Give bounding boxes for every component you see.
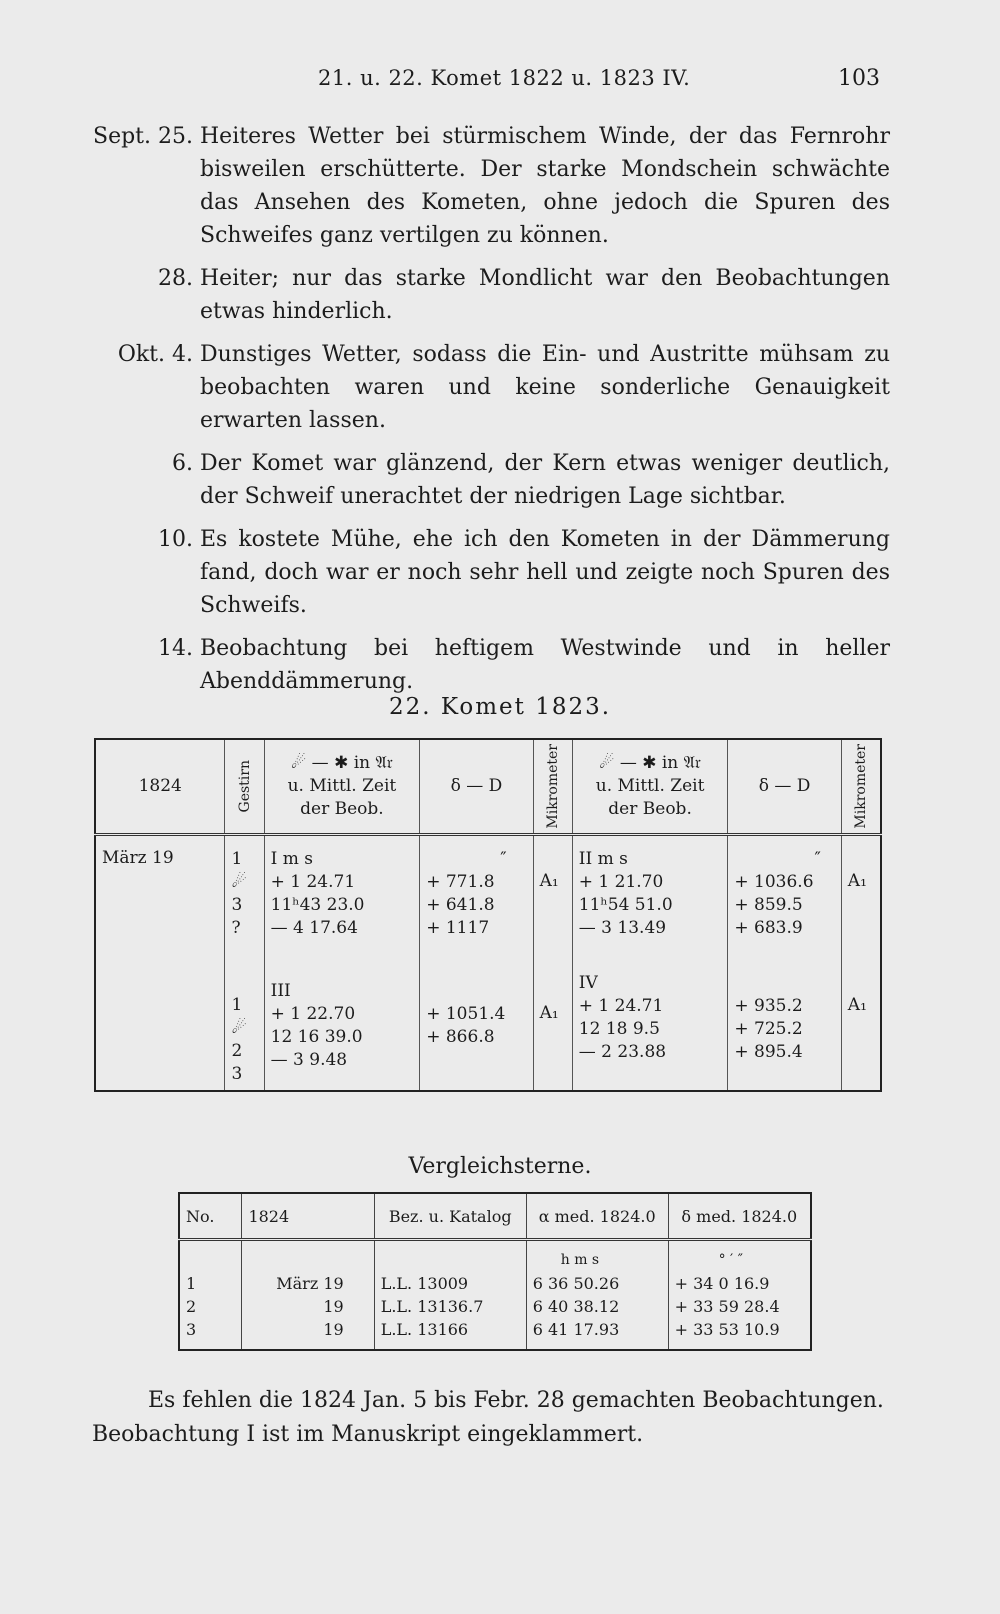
note-date: 28. (158, 266, 193, 291)
col-delta-left: δ — D (420, 739, 533, 834)
delta-cell: + 1051.4 + 866.8 (420, 964, 533, 1091)
note-entry (90, 262, 890, 328)
running-title: 21. u. 22. Komet 1822 u. 1823 IV. (318, 66, 691, 90)
mikrometer-cell: A₁ (533, 834, 572, 964)
col-time-right: ☄ — ✱ in 𝔄𝔯 u. Mittl. Zeit der Beob. (572, 739, 728, 834)
delta-cell: ″ + 1036.6 + 859.5 + 683.9 (728, 834, 841, 964)
time-cell: II m s + 1 21.70 11ʰ54 51.0 — 3 13.49 (572, 834, 728, 964)
col-delta: δ med. 1824.0 (668, 1193, 811, 1240)
col-gestirn: Gestirn (236, 760, 253, 813)
observation-table (94, 738, 882, 1092)
note-date: Sept. 25. (93, 124, 193, 149)
footnote-line: Es fehlen die 1824 Jan. 5 bis Febr. 28 gemachten Beobachtungen. (148, 1388, 884, 1413)
page-header (0, 66, 1000, 96)
col-year: 1824 (95, 739, 225, 834)
col-mikrometer-right: Mikrometer (852, 744, 869, 829)
time-cell: III + 1 22.70 12 16 39.0 — 3 9.48 (264, 964, 420, 1091)
col-time-left: ☄ — ✱ in 𝔄𝔯 u. Mittl. Zeit der Beob. (264, 739, 420, 834)
note-text: Der Komet war glänzend, der Kern etwas weniger deutlich, der Schweif unerachtet der niedrigen Lage sichtbar. (200, 451, 890, 509)
time-cell: I m s + 1 24.71 11ʰ43 23.0 — 4 17.64 (264, 834, 420, 964)
footnote-line: Beobachtung I ist im Manuskript eingeklammert. (92, 1422, 644, 1447)
note-text: Dunstiges Wetter, sodass die Ein- und Austritte mühsam zu beobachten waren und keine sonderliche Genauigkeit erwarten lassen. (200, 342, 890, 433)
table-row (95, 964, 881, 1091)
note-text: Beobachtung bei heftigem Westwinde und in heller Abenddämmerung. (200, 636, 890, 694)
page-number: 103 (838, 66, 880, 91)
note-entry (90, 120, 890, 252)
col-date: 1824 (242, 1193, 374, 1240)
note-entry (90, 632, 890, 698)
footnote (92, 1384, 892, 1452)
note-text: Heiteres Wetter bei stürmischem Winde, der das Fernrohr bisweilen erschütterte. Der starke Mondschein schwächte das Ansehen des Kometen, ohne jedoch die Spuren des Schweifes ganz vertilgen zu können. (200, 124, 890, 248)
table-row (95, 834, 881, 964)
gestirn-cell: 1 ☄ 2 3 (225, 964, 264, 1091)
note-date: 6. (172, 451, 193, 476)
comparison-title: Vergleichsterne. (408, 1154, 592, 1179)
col-catalog: Bez. u. Katalog (374, 1193, 526, 1240)
comparison-table (178, 1192, 812, 1351)
note-text: Es kostete Mühe, ehe ich den Kometen in der Dämmerung fand, doch war er noch sehr hell und zeigte noch Spuren des Schweifs. (200, 527, 890, 618)
mikrometer-cell: A₁ (533, 964, 572, 1091)
col-mikrometer-left: Mikrometer (544, 744, 561, 829)
mikrometer-cell: A₁ (841, 834, 881, 964)
col-delta-right: δ — D (728, 739, 841, 834)
note-date: 10. (158, 527, 193, 552)
note-entry (90, 523, 890, 622)
note-text: Heiter; nur das starke Mondlicht war den Beobachtungen etwas hinderlich. (200, 266, 890, 324)
col-no: No. (179, 1193, 242, 1240)
note-entry (90, 447, 890, 513)
obs-date: März 19 (95, 834, 225, 964)
time-cell: IV + 1 24.71 12 18 9.5 — 2 23.88 (572, 964, 728, 1091)
mikrometer-cell: A₁ (841, 964, 881, 1091)
note-entry (90, 338, 890, 437)
delta-cell: ″ + 771.8 + 641.8 + 1117 (420, 834, 533, 964)
delta-cell: + 935.2 + 725.2 + 895.4 (728, 964, 841, 1091)
section-title: 22. Komet 1823. (388, 694, 612, 720)
col-alpha: α med. 1824.0 (526, 1193, 668, 1240)
observation-notes (90, 120, 890, 708)
note-date: 14. (158, 636, 193, 661)
gestirn-cell: 1 ☄ 3 ? (225, 834, 264, 964)
table-row: 1 2 3 März 19 19 19 L.L. 13009 L.L. 13136.7 L.L. 13166 h m s 6 36 50.26 6 40 38.12 6 41 17.93 ° ′ ″ + 34 0 16.9 + 33 59 28.4 + 33 53 10.9 (179, 1240, 811, 1351)
note-date: Okt. 4. (117, 342, 193, 367)
